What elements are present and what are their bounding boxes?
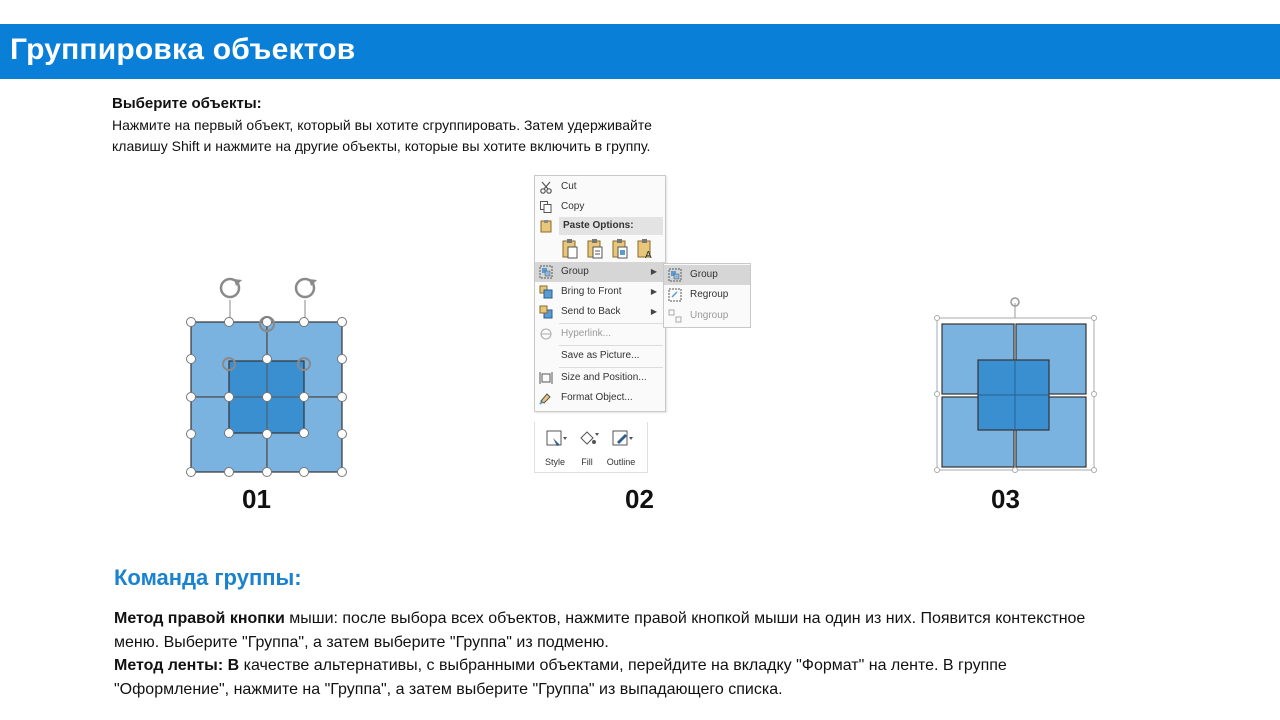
ribbon-fill-button[interactable] [571,428,603,468]
submenu-item-regroup[interactable] [664,285,750,305]
ribbon-button-label: Style [544,457,565,467]
title-bar [0,24,1280,79]
menu-item-group[interactable] [535,262,665,282]
paste-options-icons [561,238,661,262]
copy-icon [539,200,553,214]
paste-keep-formatting-icon[interactable] [561,238,579,260]
menu-item-label: Copy [561,201,585,212]
select-heading: Выберите объекты: [112,95,262,112]
command-heading: Команда группы: [114,565,302,590]
submenu-arrow-icon: ▶ [650,287,657,296]
ribbon-style-button[interactable] [539,428,571,468]
pen-outline-icon [611,428,633,450]
context-menu [534,175,666,412]
menu-item-hyperlink[interactable] [535,324,665,344]
selected-shapes-figure [180,270,355,480]
menu-item-label: Size and Position... [561,372,647,383]
menu-item-label: Ungroup [690,310,729,321]
menu-item-label: Regroup [690,289,729,300]
submenu-item-ungroup[interactable] [664,306,750,326]
menu-item-label: Format Object... [561,392,633,403]
rotate-handle-icon[interactable] [296,279,317,320]
menu-item-label: Send to Back [561,306,621,317]
group-submenu [663,263,751,328]
menu-item-cut[interactable] [535,177,665,197]
method-text: качестве альтернативы, с выбранными объектами, перейдите на вкладку "Формат" на ленте. В группе "Оформление", нажмите на "Группа", а затем выберите "Группа" из выпадающего списка. [114,657,1007,698]
scissors-icon [539,180,553,194]
format-object-icon [539,391,553,405]
paste-picture-icon[interactable] [611,238,629,260]
format-ribbon-group [534,422,648,473]
step-label-02: 02 [625,484,654,514]
menu-item-size-and-position[interactable] [535,368,665,388]
menu-item-label: Bring to Front [561,286,622,297]
menu-item-label: Hyperlink... [561,328,612,339]
method-title: Метод ленты: В [114,657,240,674]
paint-bucket-icon [577,428,599,450]
menu-item-send-to-back[interactable] [535,302,665,322]
menu-item-format-object[interactable] [535,388,665,408]
regroup-icon [668,288,682,302]
select-objects-section [112,95,812,157]
step-label-01: 01 [242,484,271,514]
select-line-2: клавишу Shift и нажмите на другие объекты, которые вы хотите включить в группу. [112,138,651,154]
select-description [112,115,812,157]
ribbon-button-label: Fill [581,457,593,467]
paste-destination-theme-icon[interactable] [586,238,604,260]
group-icon [539,265,553,279]
method-text: мыши: после выбора всех объектов, нажмите правой кнопкой мыши на один из них. Появится контекстное меню. Выберите "Группа", а затем выберите "Группа" из подменю. [114,610,1086,651]
submenu-arrow-icon: ▶ [650,267,657,276]
select-line-1: Нажмите на первый объект, который вы хотите сгруппировать. Затем удерживайте [112,117,652,133]
group-icon [668,268,682,282]
size-position-icon [539,371,553,385]
svg-text:A: A [645,250,652,260]
hyperlink-icon [539,327,553,341]
method-ribbon [114,654,1114,701]
method-right-click [114,607,1114,654]
paste-text-only-icon[interactable] [636,238,654,260]
menu-item-bring-to-front[interactable] [535,282,665,302]
page-title: Группировка объектов [10,33,356,66]
ribbon-button-label: Outline [606,457,636,467]
command-description [114,607,1114,701]
menu-item-copy[interactable] [535,197,665,217]
send-to-back-icon [539,305,553,319]
submenu-item-group[interactable] [664,265,750,285]
menu-item-save-as-picture[interactable] [535,346,665,366]
paste-options-header: Paste Options: [559,217,663,235]
menu-item-label: Group [690,269,718,280]
bring-to-front-icon [539,285,553,299]
submenu-arrow-icon: ▶ [650,307,657,316]
menu-item-label: Group [561,266,589,277]
rotate-handle-icon[interactable] [221,279,242,320]
grouped-shape-figure [933,296,1098,476]
shape-style-icon [545,428,567,450]
clipboard-icon [539,219,553,233]
menu-item-label: Cut [561,181,577,192]
step-label-03: 03 [991,484,1020,514]
method-title: Метод правой кнопки [114,610,285,627]
ribbon-outline-button[interactable] [605,428,637,468]
menu-item-label: Save as Picture... [561,350,640,361]
ungroup-icon [668,309,682,323]
